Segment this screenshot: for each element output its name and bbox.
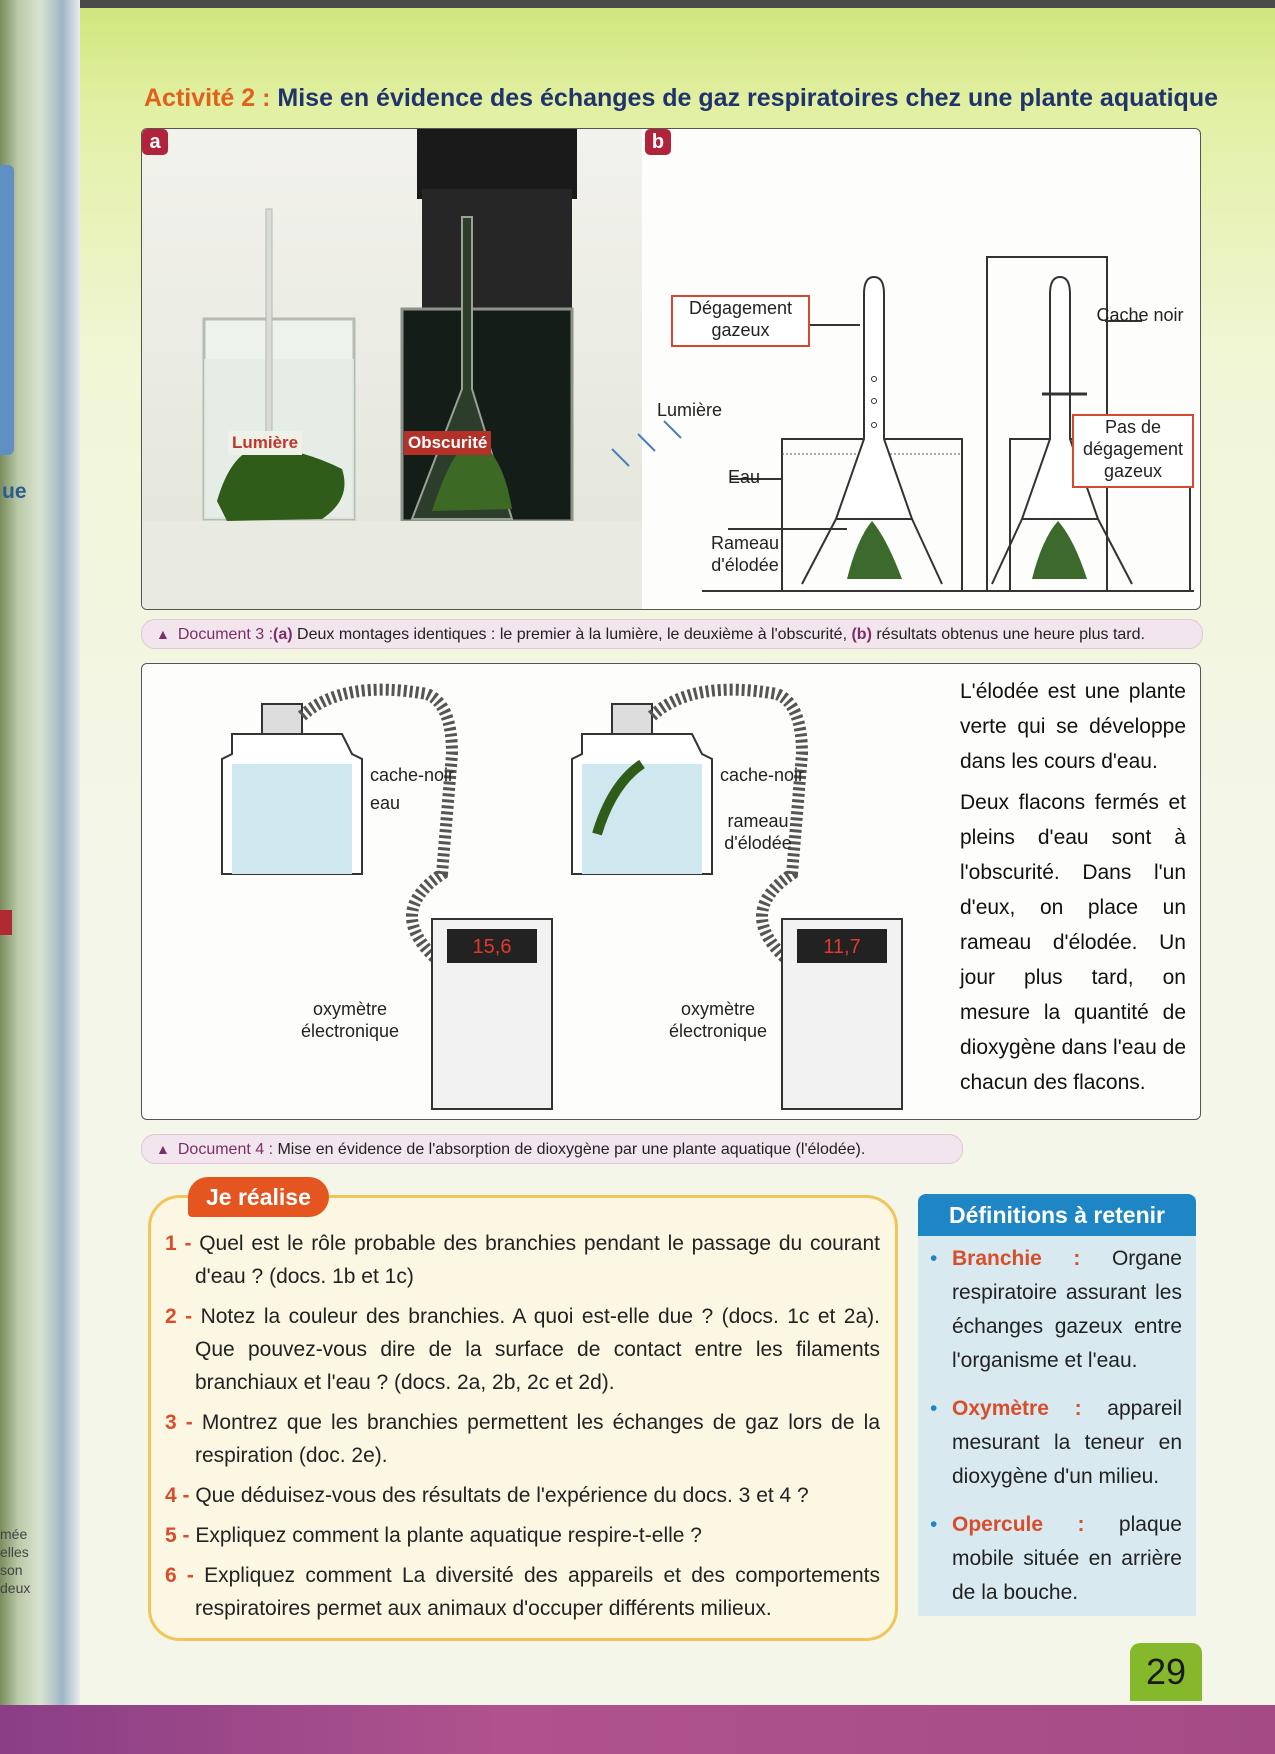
bullet-icon: • [930, 1247, 938, 1270]
doc4-paragraph-1: L'élodée est une plante verte qui se développe dans les cours d'eau. [960, 680, 1186, 773]
oxymeter-diagram [142, 664, 942, 1119]
light-arrow-2 [638, 434, 655, 451]
elodea-sprig-dark [1032, 521, 1087, 579]
funnel-leg-r1 [912, 519, 942, 584]
light-arrow-3 [664, 421, 681, 438]
reading-right: 11,7 [823, 936, 861, 958]
tag-b: b [645, 129, 671, 155]
label-gas-release: Dégagement gazeux [671, 295, 810, 347]
question-item: 1 - Quel est le rôle probable des branchies pendant le passage du courant d'eau ? (docs. 1b et 1c) [165, 1232, 880, 1288]
question-item: 4 - Que déduisez-vous des résultats de l'expérience du docs. 3 et 4 ? [165, 1484, 809, 1507]
label-light-b: Lumière [657, 400, 723, 420]
photo-label-dark: Obscurité [404, 431, 491, 455]
definition-item: • Opercule : plaque mobile située en arrière de la bouche. [930, 1508, 1182, 1610]
label-no-gas: Pas de dégagement gazeux [1072, 414, 1194, 488]
light-arrow-1 [612, 449, 629, 466]
stopper-right [612, 704, 652, 734]
definitions-title: Définitions à retenir [918, 1194, 1196, 1236]
label-water-left: eau [370, 793, 401, 813]
definition-item: • Branchie : Organe respiratoire assurant les échanges gazeux entre l'organisme et l'eau. [930, 1242, 1182, 1378]
stopper-left [262, 704, 302, 734]
document-4-panel [141, 663, 1201, 1120]
bottom-bar [0, 1705, 1275, 1754]
page-title [144, 84, 1218, 113]
bullet-icon: • [930, 1513, 938, 1536]
spine-tab-red [0, 910, 12, 935]
spine-text: ue [2, 480, 27, 503]
label-oxymeter-left: oxymètre électronique [300, 999, 400, 1041]
funnel-leg-r2 [1098, 519, 1132, 584]
activity-title: Mise en évidence des échanges de gaz respiratoires chez une plante aquatique [277, 84, 1218, 112]
question-item: 2 - Notez la couleur des branchies. A quoi est-elle due ? (docs. 1c et 2a). Que pouvez-vous dire de la surface de contact entre les filaments branchiaux et l'eau ? (docs. 2a, 2b, 2c et 2d). [165, 1305, 880, 1394]
label-sprig-right: rameau d'élodée [724, 811, 792, 853]
activity-label: Activité 2 : [144, 84, 271, 112]
spine-tab-blue [0, 165, 14, 455]
label-water: Eau [728, 467, 761, 487]
label-oxymeter-right: oxymètre électronique [668, 999, 768, 1041]
top-edge [0, 0, 1275, 8]
elodea-sprig-light [847, 521, 902, 579]
caption-doc3: ▲ Document 3 :(a) Deux montages identiques : le premier à la lumière, le deuxième à l'obscurité, (b) résultats obtenus une heure plus tard. [141, 619, 1203, 649]
caption-triangle-icon: ▲ [156, 1141, 170, 1157]
label-cover-left: cache-noir [370, 765, 455, 785]
question-item: 5 - Expliquez comment la plante aquatique respire-t-elle ? [165, 1524, 702, 1547]
question-item: 3 - Montrez que les branchies permettent les échanges de gaz lors de la respiration (doc. 2e). [165, 1411, 881, 1467]
bullet-icon: • [930, 1397, 938, 1420]
diagram-b [142, 129, 1200, 609]
doc4-description [960, 674, 1186, 1106]
question-item: 6 - Expliquez comment La diversité des appareils et des comportements respiratoires permet aux animaux d'occuper différents milieux. [165, 1564, 880, 1620]
definition-item: • Oxymètre : appareil mesurant la teneur en dioxygène d'un milieu. [930, 1392, 1182, 1494]
funnel-leg-l2 [992, 519, 1022, 584]
je-realise-title: Je réalise [188, 1177, 329, 1217]
spine-footer: mée elles son deux [0, 1526, 31, 1596]
caption-triangle-icon: ▲ [156, 626, 170, 642]
caption-doc4: ▲ Document 4 : Mise en évidence de l'absorption de dioxygène par une plante aquatique (l'élodée). [141, 1134, 963, 1164]
label-sprig: Rameau d'élodée [710, 533, 780, 575]
doc4-paragraph-2: Deux flacons fermés et pleins d'eau sont à l'obscurité. Dans l'un d'eux, on place un rameau d'élodée. Un jour plus tard, on mesure la quantité de dioxygène dans l'eau de chacun des flacons. [960, 791, 1186, 1094]
label-cover-right: cache-noir [720, 765, 805, 785]
reading-left: 15,6 [472, 936, 512, 958]
question-list [165, 1227, 880, 1632]
tag-a: a [142, 129, 168, 155]
flask-left-water [232, 764, 352, 874]
photo-label-light: Lumière [228, 431, 302, 455]
label-black-cover: Cache noir [1096, 305, 1184, 325]
page-number: 29 [1130, 1643, 1202, 1701]
definitions-list [930, 1242, 1182, 1624]
document-3-panel [141, 128, 1201, 610]
